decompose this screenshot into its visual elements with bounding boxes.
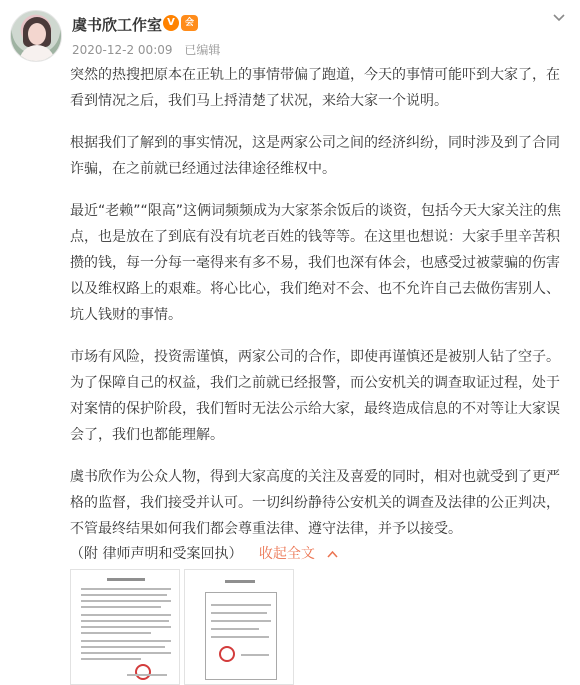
- doc-line: [81, 640, 171, 642]
- doc-line: [211, 604, 271, 606]
- doc-line: [127, 674, 167, 676]
- attachment-note: （附 律师声明和受案回执）: [70, 546, 243, 562]
- post-time[interactable]: 2020-12-2 00:09: [72, 43, 173, 57]
- doc-line: [81, 614, 171, 616]
- doc-line: [81, 658, 141, 660]
- doc-title-line: [107, 578, 145, 581]
- avatar-face: [28, 23, 46, 45]
- doc-title-line: [225, 580, 255, 583]
- post-paragraph: 虞书欣作为公众人物，得到大家高度的关注及喜爱的同时，相对也就受到了更严格的监督，我们接受并认可。一切纠纷静待公安机关的调查及法律的公正判决，不管最终结果如何我们都会尊重法律、遵守法律，并予以接受。: [70, 469, 560, 537]
- case-receipt-image[interactable]: [184, 569, 294, 685]
- chevron-up-icon: [327, 544, 338, 564]
- avatar-body: [19, 45, 55, 62]
- post-paragraph: 根据我们了解到的事实情况，这是两家公司之间的经济纠纷，同时涉及到了合同诈骗，在之前就已经通过法律途径维权中。: [70, 135, 560, 177]
- lawyer-statement-image[interactable]: [70, 569, 180, 685]
- chevron-down-icon[interactable]: [552, 10, 566, 24]
- doc-line: [81, 594, 167, 596]
- collapse-text-link[interactable]: [259, 546, 338, 562]
- doc-line: [211, 620, 271, 622]
- doc-line: [211, 612, 267, 614]
- attachment-row: [70, 544, 338, 564]
- post-header: [0, 0, 580, 64]
- doc-line: [211, 628, 259, 630]
- post-paragraph: 突然的热搜把原本在正轨上的事情带偏了跑道，今天的事情可能吓到大家了，在看到情况之后，我们马上捋清楚了状况，来给大家一个说明。: [70, 67, 560, 109]
- post-body: [70, 62, 570, 558]
- post-meta: [72, 41, 220, 58]
- collapse-label: 收起全文: [258, 546, 315, 562]
- post-paragraph: 市场有风险，投资需谨慎，两家公司的合作，即使再谨慎还是被别人钻了空子。为了保障自己的权益，我们之前就已经报警，而公安机关的调查取证过程，处于对案情的保护阶段，我们暂时无法公示给大家，最终造成信息的不对等让大家误会了，我们也都能理解。: [70, 349, 560, 443]
- username[interactable]: 虞书欣工作室: [72, 16, 163, 34]
- edited-label: 已编辑: [184, 43, 221, 57]
- doc-line: [81, 600, 171, 602]
- doc-line: [81, 646, 165, 648]
- doc-line: [81, 626, 171, 628]
- verified-badge-icon: V: [163, 15, 179, 31]
- seal-stamp: [219, 646, 235, 662]
- doc-line: [81, 632, 151, 634]
- doc-line: [81, 620, 169, 622]
- doc-line: [81, 652, 171, 654]
- doc-line: [81, 588, 171, 590]
- vip-member-icon[interactable]: 会: [181, 15, 198, 31]
- avatar[interactable]: [10, 10, 62, 62]
- doc-line: [81, 606, 161, 608]
- seal-stamp: [135, 664, 151, 680]
- doc-line: [241, 654, 269, 656]
- doc-line: [211, 636, 269, 638]
- post-paragraph: 最近“老赖”“限高”这俩词频频成为大家茶余饭后的谈资，包括今天大家关注的焦点，也是放在了到底有没有坑老百姓的钱等等。在这里也想说：大家手里辛苦积攒的钱，每一分每一毫得来有多不易，我们也深有体会，也感受过被蒙骗的伤害以及维权路上的艰难。将心比心，我们绝对不会、也不允许自己去做伤害别人、坑人钱财的事情。: [70, 203, 562, 323]
